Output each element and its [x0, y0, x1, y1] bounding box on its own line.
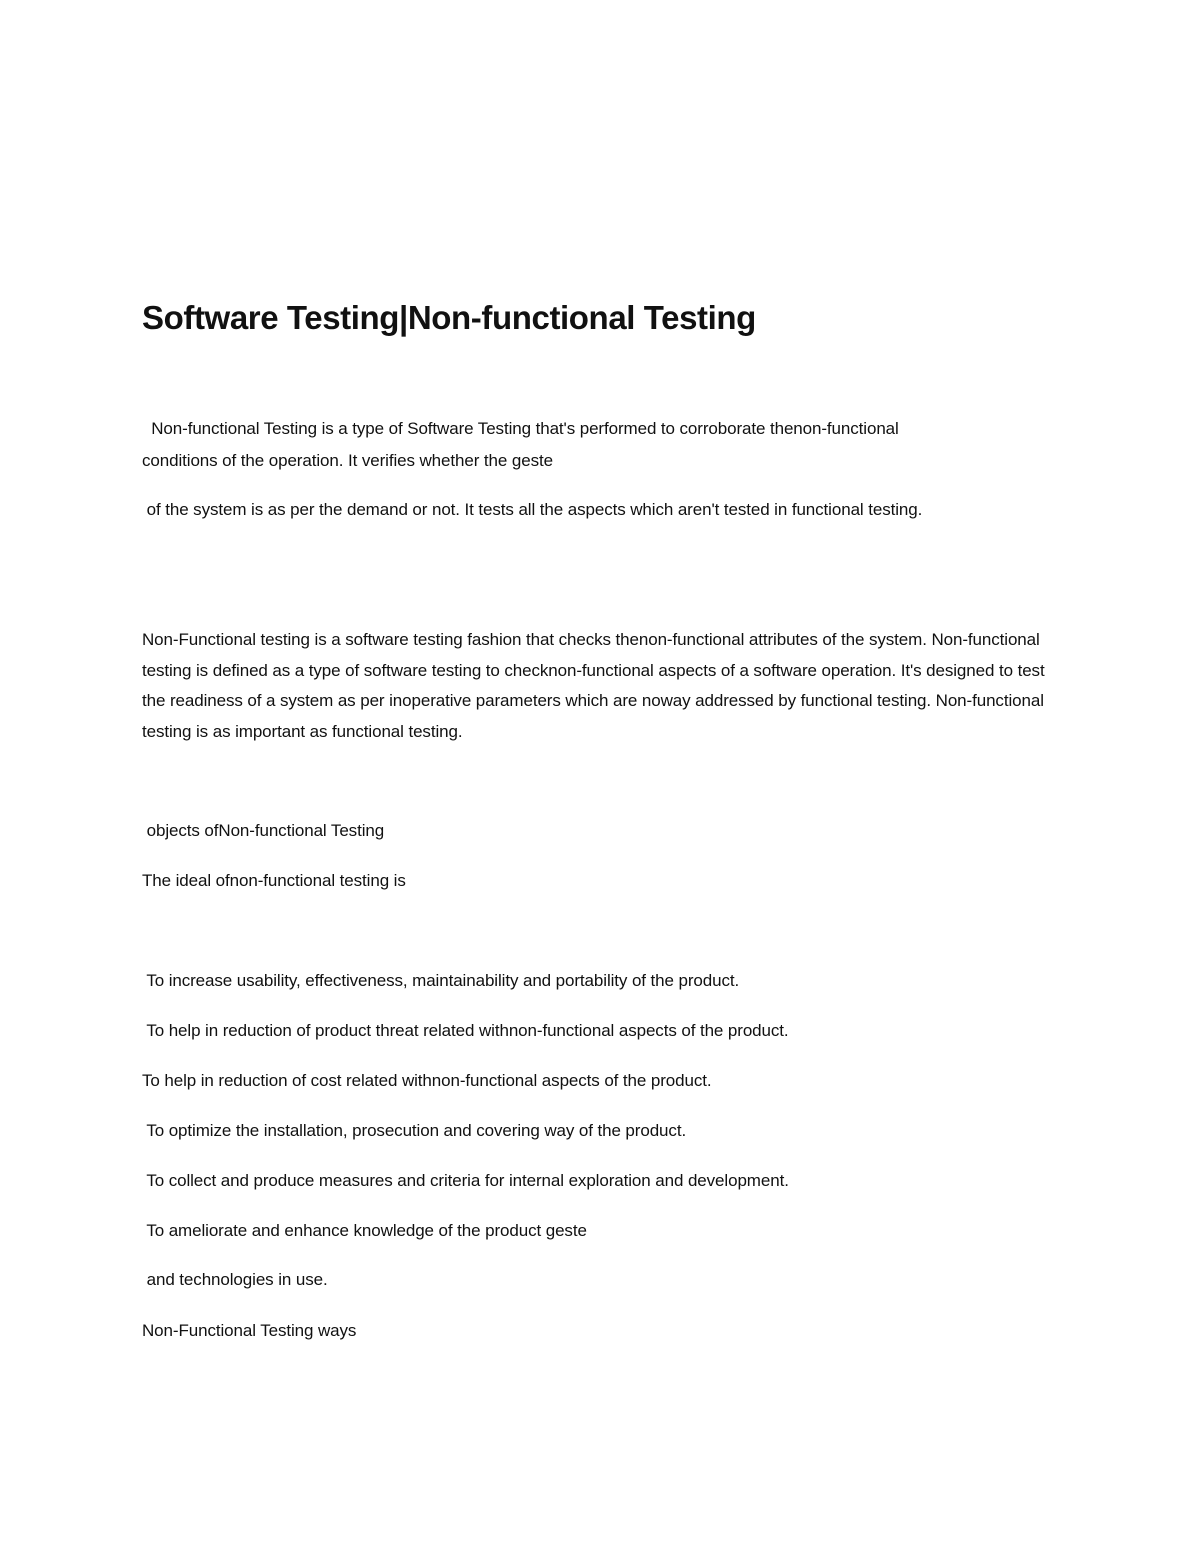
goal-item: To ameliorate and enhance knowledge of the product geste	[142, 1221, 587, 1240]
intro-paragraph-2: of the system is as per the demand or not. It tests all the aspects which aren't tested in functional testing.	[142, 500, 923, 519]
goal-item: and technologies in use.	[142, 1270, 328, 1289]
goal-item: To help in reduction of cost related withnon-functional aspects of the product.	[142, 1071, 712, 1090]
intro-line-1: Non-functional Testing is a type of Software Testing that's performed to corroborate thenon-functional	[142, 419, 899, 438]
goal-item: To help in reduction of product threat related withnon-functional aspects of the product.	[142, 1021, 789, 1040]
objects-heading: objects ofNon-functional Testing	[142, 821, 385, 840]
ideal-line: The ideal ofnon-functional testing is	[142, 871, 406, 890]
definition-paragraph: Non-Functional testing is a software testing fashion that checks thenon-functional attributes of the system. Non-functional testing is defined as a type of software testing to checknon-functional aspects of a software operation. It's designed to test the readiness of a system as per inoperative parameters which are noway addressed by functional testing. Non-functional testing is as important as functional testing.	[142, 630, 1050, 741]
goal-item: To increase usability, effectiveness, maintainability and portability of the product.	[142, 971, 740, 990]
goal-item: To optimize the installation, prosecution and covering way of the product.	[142, 1121, 687, 1140]
document-title: Software Testing|Non-functional Testing	[142, 299, 756, 336]
intro-line-2: conditions of the operation. It verifies whether the geste	[142, 451, 553, 470]
goal-item: To collect and produce measures and criteria for internal exploration and development.	[142, 1171, 789, 1190]
ways-heading: Non-Functional Testing ways	[142, 1321, 357, 1340]
